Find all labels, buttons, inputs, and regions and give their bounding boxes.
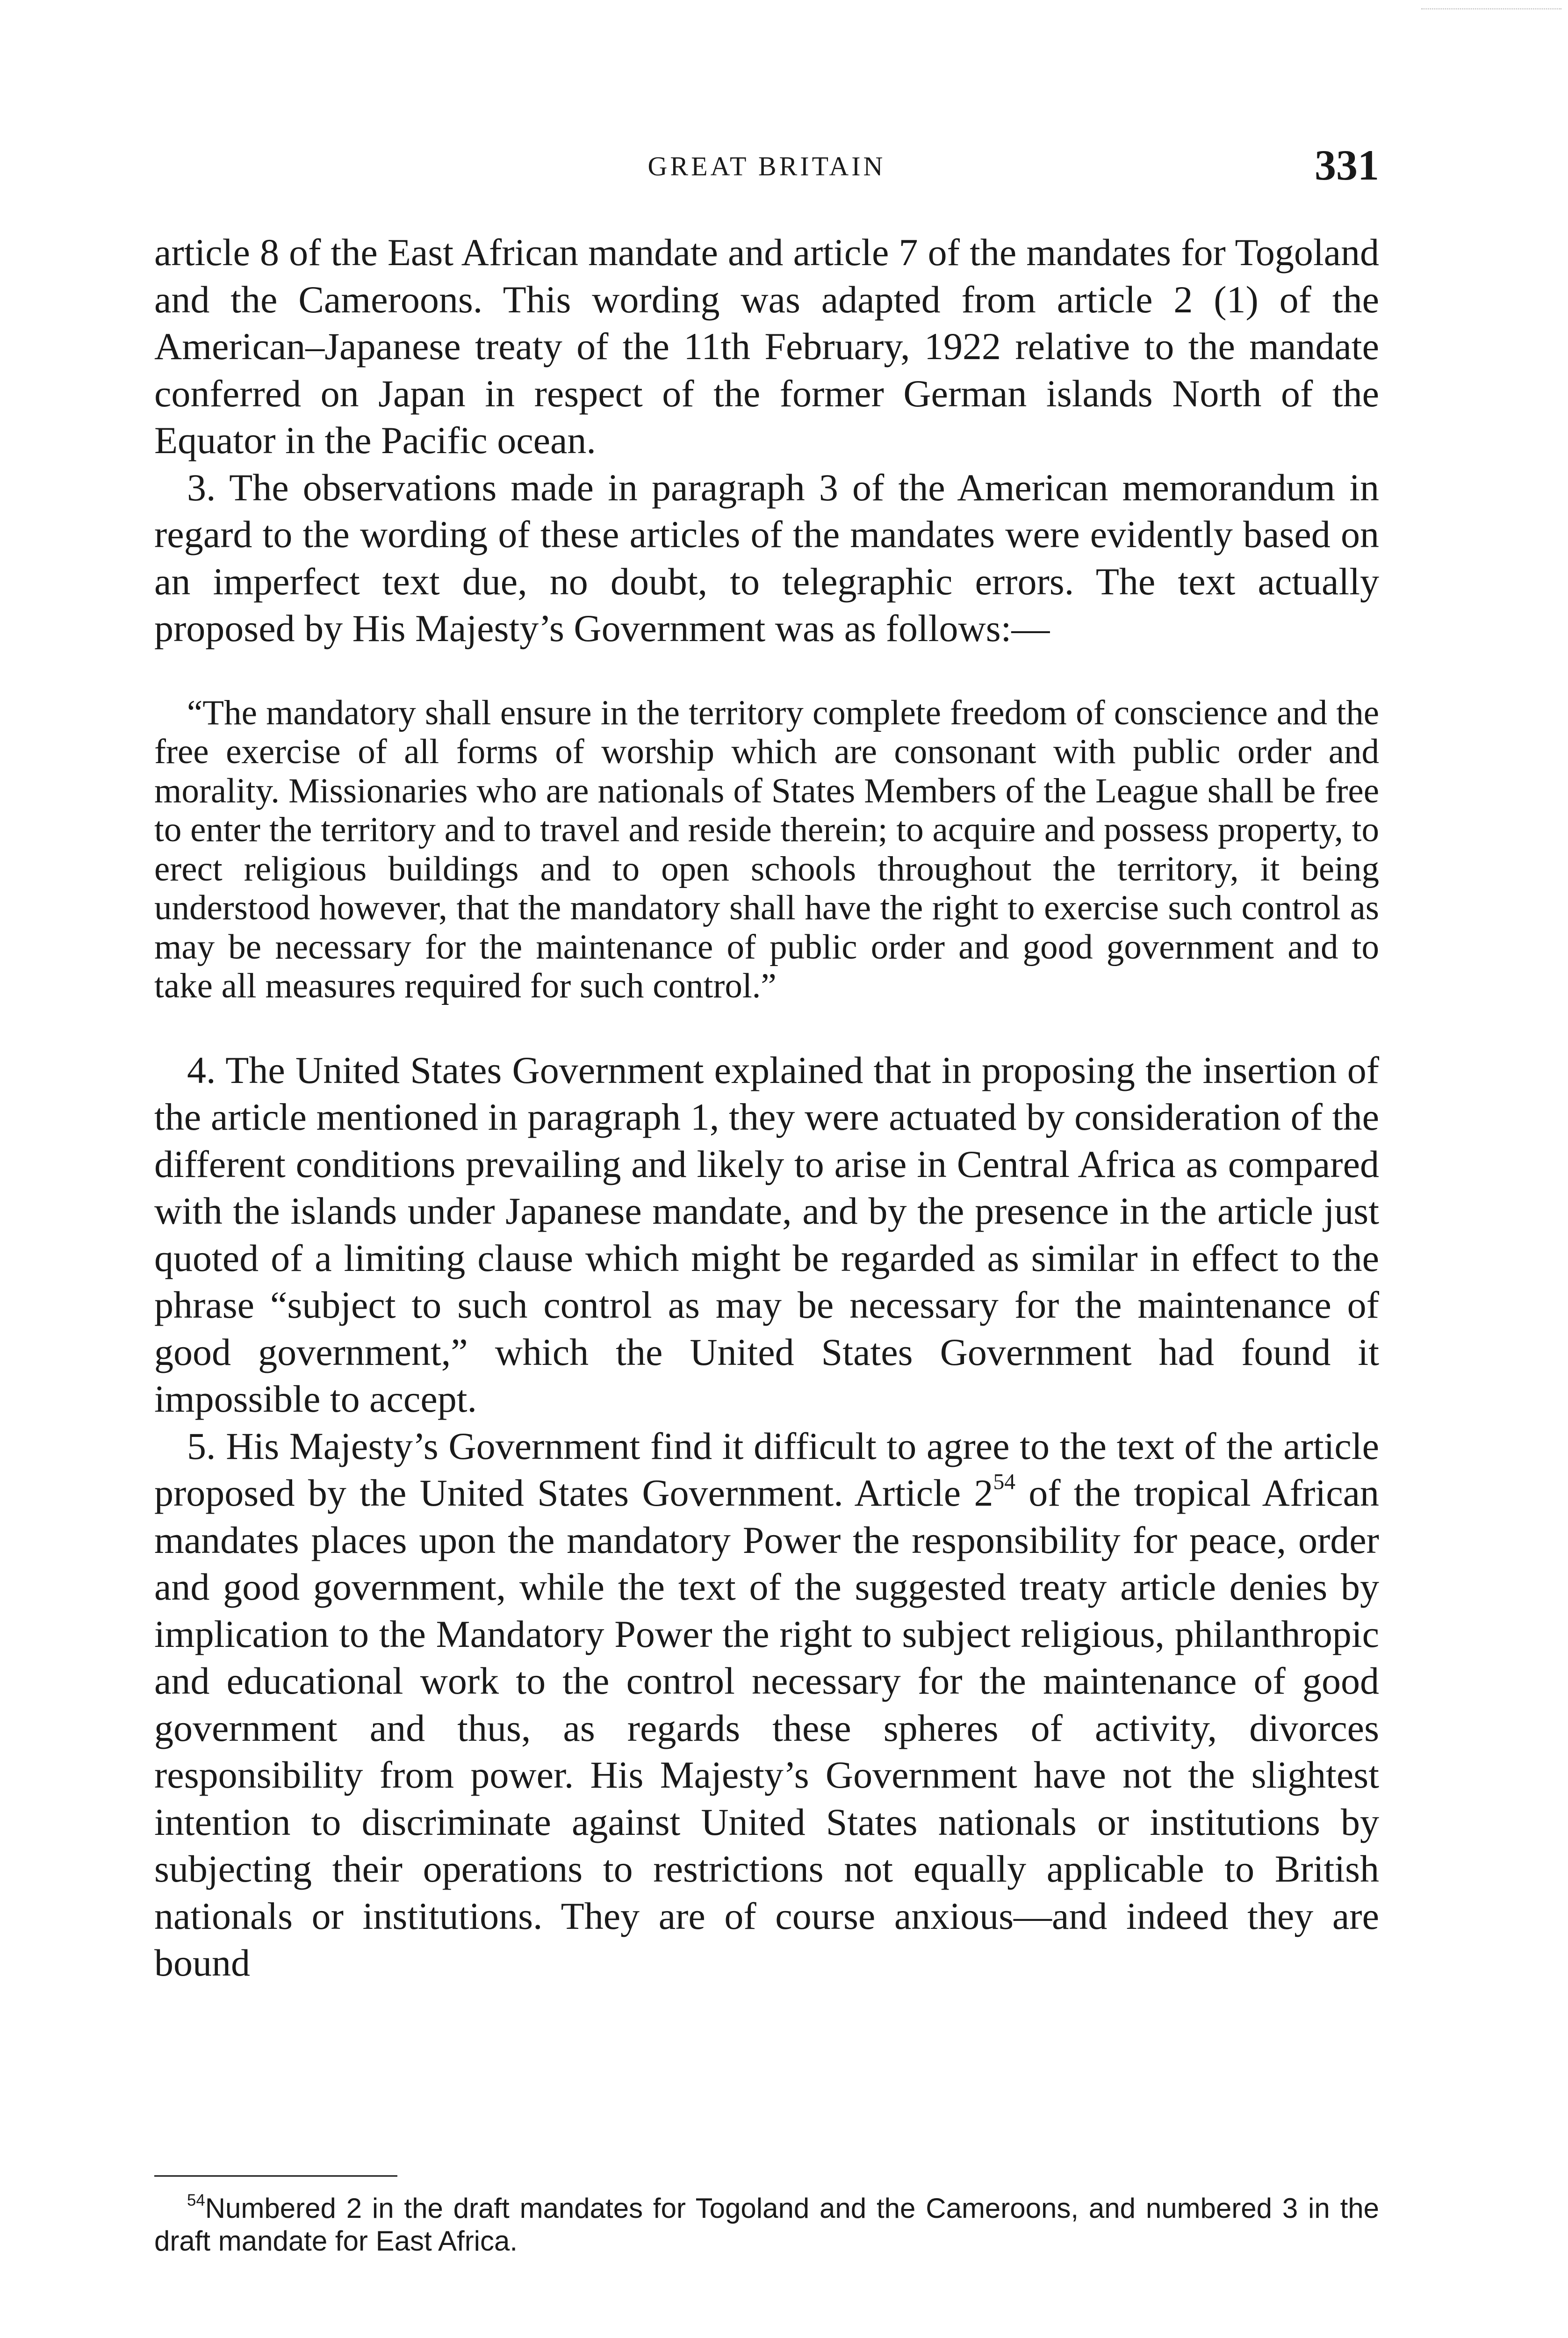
page-number: 331 xyxy=(1315,141,1379,189)
footnote-marker: 54 xyxy=(187,2191,205,2209)
body-text xyxy=(154,229,1379,1987)
scan-artifact-line xyxy=(1421,8,1561,10)
paragraph-4: 4. The United States Government explained that in proposing the insertion of the article mentioned in paragraph 1, they were actuated by consideration of the different conditions prevailing and likely to arise in Central Africa as compared with the islands under Japanese mandate, and by the presence in the article just quoted of a limiting clause which might be regarded as similar in effect to the phrase “subject to such control as may be necessary for the maintenance of good government,” which the United States Government had found it impossible to accept. xyxy=(154,1048,1379,1420)
paragraph-2-continued: article 8 of the East African mandate and article 7 of the mandates for Togoland and the Cameroons. This wording was adapted from article 2 (1) of the American–Japanese treaty of the 11th February, 1922 relative to the mandate conferred on Japan in respect of the former German islands North of the Equator in the Pacific ocean. xyxy=(154,231,1379,462)
block-quote: “The mandatory shall ensure in the territory complete freedom of conscience and the free exercise of all forms of worship which are consonant with public order and morality. Missionaries who are nationals of States Members of the League shall be free to enter the territory and to travel and reside therein; to acquire and possess property, to erect religious buildings and to open schools throughout the territory, it being understood however, that the mandatory shall have the right to exercise such control as may be necessary for the maintenance of public order and good government and to take all measures required for such control.” xyxy=(154,693,1379,1005)
paragraph-5-text-start: 5. His Majesty’s Government find it difficult to agree to the text of the article proposed by the United States Government. Article 2 xyxy=(154,1424,1379,1514)
paragraph-5-text-end: of the tropical African mandates places upon the mandatory Power the responsibility for peace, order and good government, while the text of the suggested treaty article denies by implication to the Mandatory Power the right to subject religious, philanthropic and educational work to the control necessary for the maintenance of good government and thus, as regards these spheres of activity, divorces responsibility from power. His Majesty’s Government have not the slightest intention to discriminate against United States nationals or institutions by subjecting their operations to restrictions not equally applicable to British nationals or institutions. They are of course anxious—and indeed they are bound xyxy=(154,1472,1380,1984)
paragraph-5 xyxy=(154,1423,1379,1987)
footnote-rule xyxy=(154,2175,397,2177)
running-header xyxy=(154,140,1379,192)
footnote xyxy=(154,2192,1379,2258)
running-title: GREAT BRITAIN xyxy=(647,151,886,181)
footnote-reference: 54 xyxy=(993,1470,1015,1494)
footnote-text: Numbered 2 in the draft mandates for Togoland and the Cameroons, and numbered 3 in the draft mandate for East Africa. xyxy=(154,2193,1379,2257)
paragraph-3: 3. The observations made in paragraph 3 of the American memorandum in regard to the wording of these articles of the mandates were evidently based on an imperfect text due, no doubt, to telegraphic errors. The text actually proposed by His Majesty’s Government was as follows:— xyxy=(154,466,1379,649)
